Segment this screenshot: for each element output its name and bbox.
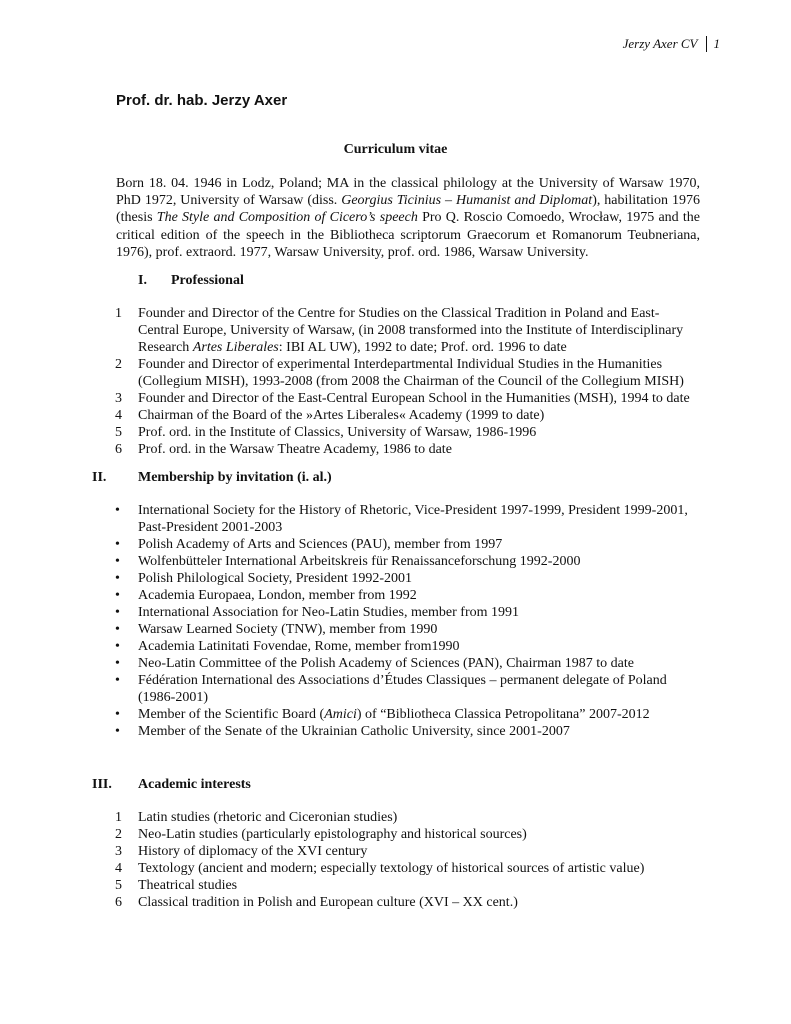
bullet-marker: •	[115, 656, 120, 671]
list-item	[0, 723, 791, 740]
item-text	[138, 655, 700, 672]
item-text	[138, 570, 700, 587]
item-text-part: Theatrical studies	[138, 878, 238, 893]
list-item	[0, 441, 791, 458]
list-item	[0, 536, 791, 553]
membership-list	[0, 502, 791, 740]
item-text-part: Founder and Director of the Centre for Studies on the Classical Tradition in Poland and East-Central Europe, University of Warsaw, (in 2008 transformed into the Institute of Interdisciplinary Research	[138, 306, 684, 355]
item-number: 4	[115, 861, 122, 876]
item-text-part: International Association for Neo-Latin Studies, member from 1991	[138, 605, 520, 620]
item-number: 5	[115, 425, 122, 440]
item-text-part: Founder and Director of experimental Interdepartmental Individual Studies in the Humanities (Collegium MISH), 1993-2008 (from 2008 the Chairman of the Council of the Collegium MISH)	[138, 357, 684, 389]
bullet-marker: •	[115, 639, 120, 654]
section-3-numeral: III.	[92, 777, 112, 792]
list-item	[0, 860, 791, 877]
item-text	[138, 390, 700, 407]
item-italic: Amici	[324, 707, 357, 722]
intro-text-3: Pro Q. Roscio Comoedo, Wrocław, 1975 and the critical edition of the speech in the Bibliotheca scriptorum Graecorum et Romanorum Teubneriana, 1976), prof. extraord. 1977, Warsaw University, prof. ord. 1986, Warsaw University.	[116, 210, 700, 260]
list-item	[0, 356, 791, 390]
section-1-numeral: I.	[138, 273, 147, 288]
item-text-part: Academia Latinitati Fovendae, Rome, member from1990	[138, 639, 460, 654]
section-2-numeral: II.	[92, 470, 107, 485]
item-text	[138, 877, 700, 894]
item-number: 3	[115, 844, 122, 859]
item-text	[138, 604, 700, 621]
list-item	[0, 877, 791, 894]
running-header	[623, 36, 720, 52]
item-text-part: : IBI AL UW), 1992 to date; Prof. ord. 1996 to date	[278, 340, 567, 355]
item-text-part: Fédération International des Associations d’Études Classiques – permanent delegate of Poland (1986-2001)	[138, 673, 667, 705]
item-text	[138, 587, 700, 604]
bullet-marker: •	[115, 707, 120, 722]
item-number: 1	[115, 810, 122, 825]
item-text	[138, 672, 700, 706]
list-item	[0, 570, 791, 587]
document-title: Curriculum vitae	[343, 142, 448, 157]
professional-list	[0, 305, 791, 458]
list-item	[0, 604, 791, 621]
header-divider	[706, 36, 707, 52]
item-text-part: Prof. ord. in the Warsaw Theatre Academy, 1986 to date	[138, 442, 452, 457]
item-text-part: Wolfenbütteler International Arbeitskreis für Renaissanceforschung 1992-2000	[138, 554, 581, 569]
bullet-marker: •	[115, 724, 120, 739]
item-text	[138, 441, 700, 458]
list-item	[0, 587, 791, 604]
page-number: 1	[713, 36, 720, 51]
item-text	[138, 502, 700, 536]
list-item	[0, 407, 791, 424]
item-text	[138, 356, 700, 390]
item-text-part: Chairman of the Board of the »Artes Liberales« Academy (1999 to date)	[138, 408, 545, 423]
section-1-title: Professional	[171, 273, 244, 288]
item-text	[138, 553, 700, 570]
item-italic: Artes Liberales	[192, 340, 279, 355]
item-text-part: History of diplomacy of the XVI century	[138, 844, 368, 859]
item-number: 1	[115, 306, 122, 321]
bullet-marker: •	[115, 537, 120, 552]
bullet-marker: •	[115, 554, 120, 569]
item-text	[138, 723, 700, 740]
item-text-part: Warsaw Learned Society (TNW), member from 1990	[138, 622, 438, 637]
intro-italic-2: The Style and Composition of Cicero’s speech	[156, 210, 418, 226]
list-item	[0, 424, 791, 441]
item-number: 6	[115, 442, 122, 457]
item-text	[138, 621, 700, 638]
item-text-part: Member of the Senate of the Ukrainian Catholic University, since 2001-2007	[138, 724, 570, 739]
item-text	[138, 536, 700, 553]
list-item	[0, 305, 791, 356]
list-item	[0, 655, 791, 672]
item-text-part: Academia Europaea, London, member from 1992	[138, 588, 417, 603]
item-number: 5	[115, 878, 122, 893]
list-item	[0, 621, 791, 638]
item-text-part: Member of the Scientific Board (	[138, 707, 325, 722]
item-text-part: Latin studies (rhetoric and Ciceronian studies)	[138, 810, 398, 825]
section-3-title: Academic interests	[138, 777, 251, 792]
item-text	[138, 407, 700, 424]
item-text-part: Neo-Latin Committee of the Polish Academy of Sciences (PAN), Chairman 1987 to date	[138, 656, 634, 671]
item-text-part: Polish Philological Society, President 1992-2001	[138, 571, 413, 586]
intro-paragraph	[116, 175, 700, 261]
item-number: 2	[115, 357, 122, 372]
bullet-marker: •	[115, 588, 120, 603]
list-item	[0, 638, 791, 655]
running-title: Jerzy Axer CV	[622, 36, 698, 51]
item-text-part: Prof. ord. in the Institute of Classics, University of Warsaw, 1986-1996	[138, 425, 537, 440]
item-number: 2	[115, 827, 122, 842]
item-number: 3	[115, 391, 122, 406]
item-text	[138, 706, 700, 723]
item-text-part: Classical tradition in Polish and European culture (XVI – XX cent.)	[138, 895, 518, 910]
section-2-title: Membership by invitation (i. al.)	[138, 470, 332, 485]
intro-italic-1: Georgius Ticinius – Humanist and Diplomat	[341, 193, 593, 209]
item-number: 4	[115, 408, 122, 423]
bullet-marker: •	[115, 503, 120, 518]
item-text-part: ) of “Bibliotheca Classica Petropolitana” 2007-2012	[356, 707, 650, 722]
item-text-part: Neo-Latin studies (particularly epistolography and historical sources)	[138, 827, 527, 842]
item-text	[138, 894, 700, 911]
list-item	[0, 390, 791, 407]
item-text-part: Polish Academy of Arts and Sciences (PAU), member from 1997	[138, 537, 503, 552]
list-item	[0, 706, 791, 723]
item-text	[138, 860, 700, 877]
item-text	[138, 305, 700, 356]
list-item	[0, 553, 791, 570]
item-text	[138, 809, 700, 826]
list-item	[0, 894, 791, 911]
bullet-marker: •	[115, 605, 120, 620]
item-text-part: Textology (ancient and modern; especially textology of historical sources of artistic value)	[138, 861, 645, 876]
interests-list	[0, 809, 791, 911]
bullet-marker: •	[115, 622, 120, 637]
intro-text-2: ), habilitation 1976 (thesis	[116, 193, 700, 226]
list-item	[0, 502, 791, 536]
list-item	[0, 843, 791, 860]
bullet-marker: •	[115, 571, 120, 586]
item-text	[138, 424, 700, 441]
person-name: Prof. dr. hab. Jerzy Axer	[116, 92, 288, 109]
item-text	[138, 826, 700, 843]
list-item	[0, 672, 791, 706]
item-text	[138, 638, 700, 655]
list-item	[0, 809, 791, 826]
item-number: 6	[115, 895, 122, 910]
intro-text-1: Born 18. 04. 1946 in Lodz, Poland; MA in the classical philology at the University of Warsaw 1970, PhD 1972, University of Warsaw (diss.	[116, 176, 700, 209]
item-text-part: International Society for the History of Rhetoric, Vice-President 1997-1999, President 1999-2001, Past-President 2001-2003	[138, 503, 688, 535]
item-text	[138, 843, 700, 860]
item-text-part: Founder and Director of the East-Central European School in the Humanities (MSH), 1994 to date	[138, 391, 690, 406]
bullet-marker: •	[115, 673, 120, 688]
list-item	[0, 826, 791, 843]
